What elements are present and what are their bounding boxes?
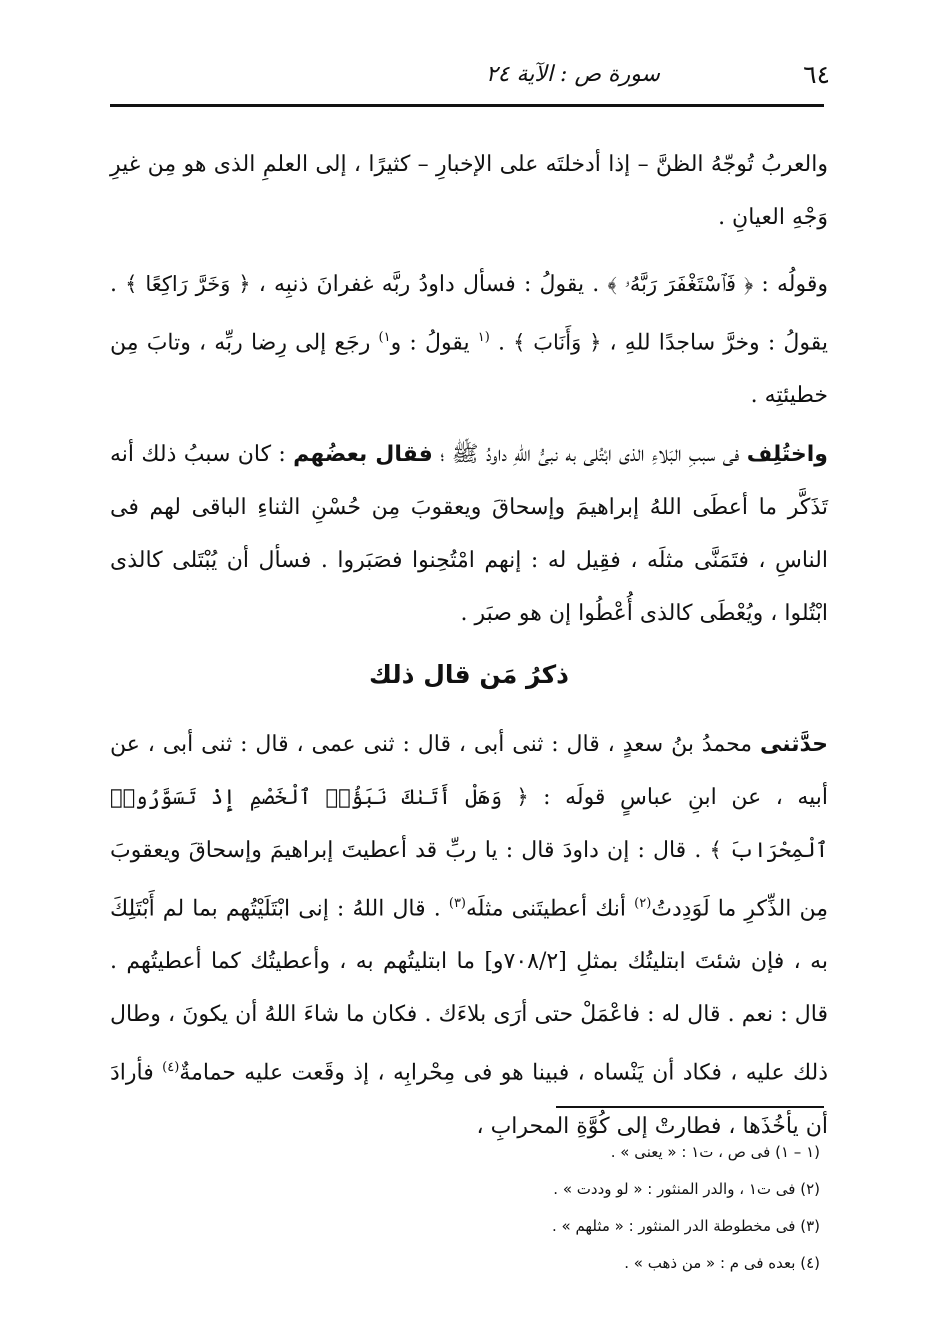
page-header xyxy=(110,52,830,96)
footnote-3: (٣) فى مخطوطة الدر المنثور : « مثلهم » . xyxy=(551,1217,820,1235)
p4-text-b: . قال : إن داودَ قال : يا ربِّ قد أعطيتَ إبراهيمَ وإسحاقَ ويعقوبَ مِن الذِّكرِ ما لَوَدِدتُ xyxy=(110,838,828,922)
p2-text-e: يقولُ : و xyxy=(390,330,478,356)
p3-text-a: فى سببِ البَلاءِ الذى ابْتُلى به نبىُّ اللهِ داودُ ﷺ ؛ xyxy=(432,442,747,467)
footnote-marker-2: (٢) xyxy=(634,896,652,911)
p2-text-c: . يقولُ : وخرَّ ساجدًا للهِ ، xyxy=(110,272,828,356)
footnote-marker-4: (٤) xyxy=(162,1060,180,1076)
page-number: ٦٤ xyxy=(803,59,830,89)
paragraph-3 xyxy=(110,428,828,640)
paragraph-4 xyxy=(110,718,828,1153)
p2-text-f: رجَع إلى رِضا ربِّه ، وتابَ مِن خطيئتِه . xyxy=(110,330,828,409)
p4-text-e: ما ابتليتُهم به ، وأعطيتُك كما أعطيتُهم . قال : نعم . قال له : فاعْمَلْ حتى أرَى بلاءَك . فكان ما شاءَ اللهُ أن يكونَ ، وطال ذلك عليه ، فكاد أن يَنْساه ، فبينا هو فى مِحْرابِه ، إذ وقَعت عليه حمامةٌ xyxy=(110,949,828,1086)
p4-lead-word: حدَّثنى xyxy=(759,732,829,757)
p3-text-b: : كان سببُ ذلك أنه تَذَكَّر ما أعطَى اللهُ إبراهيمَ وإسحاقَ ويعقوبَ مِن حُسْنِ الثناءِ الباقى لهم فى الناسِ ، فتَمَنَّى مثلَه ، فقِيل له : إنهم امْتُحِنوا فصَبَروا . فسأل أن يُبْتَلى كالذى ابْتُلوا ، ويُعْطَى كالذى أُعْطُوا إن هو صبَر . xyxy=(110,442,828,626)
p2-text-a: وقولُه : xyxy=(753,272,829,297)
footnote-4: (٤) بعده فى م : « من ذهب » . xyxy=(624,1254,820,1272)
manuscript-ref: [٧٠٨/٢و] xyxy=(484,949,567,975)
p3-lead-word: واختُلِف xyxy=(746,442,828,467)
footnote-2: (٢) فى ت١ ، والدر المنثور : « لو وددت » . xyxy=(553,1180,820,1198)
p2-text-d: . xyxy=(489,330,514,356)
p4-text-d: . قال اللهُ : إنى ابْتَلَيْتُهم بما لم أَبْتَلِكَ به ، فإن شئتَ ابتليتُك بمثلِ xyxy=(110,896,828,975)
p3-lead-phrase: فقال بعضُهم xyxy=(293,442,433,467)
footnote-marker-1-close: ١) xyxy=(378,330,391,345)
header-rule xyxy=(110,104,824,107)
section-heading: ذكرُ مَن قال ذلك xyxy=(369,660,569,689)
quran-quote-3: ﴿ وَأَنَابَ ﴾ xyxy=(513,330,602,355)
footnote-marker-3: (٣) xyxy=(448,896,466,911)
p4-text-c: أنك أعطيتَنى مثلَه xyxy=(466,896,635,922)
quran-quote-1: ﴿ فَٱسْتَغْفَرَ رَبَّهُۥ ﴾ xyxy=(607,272,754,296)
quran-quote-4: ﴿ وَهَلْ أَتَىٰكَ نَبَؤُا۟ ٱلْخَصْمِ إِذْ تَسَوَّرُوا۟ ٱلْمِحْرَابَ ﴾ xyxy=(110,785,829,862)
footnotes xyxy=(110,1134,820,1282)
p4-text-f: فأرادَ أن يأخُذَها ، فطارتْ إلى كُوَّةِ المحرابِ ، xyxy=(110,1060,828,1139)
running-title: سورة ص : الآية ٢٤ xyxy=(485,61,660,87)
p4-text-a: محمدُ بنُ سعدٍ ، قال : ثنى أبى ، قال : ثنى عمى ، قال : ثنى أبى ، عن أبيه ، عن ابنِ عباسٍ قولَه : xyxy=(110,732,828,810)
quran-quote-2: ﴿ وَخَرَّ رَاكِعًا ﴾ xyxy=(125,272,251,296)
p2-text-b: . يقولُ : فسأل داودُ ربَّه غفرانَ ذنبِه ، xyxy=(250,272,608,297)
footnote-rule xyxy=(556,1106,824,1108)
paragraph-2 xyxy=(110,258,828,422)
paragraph-1: والعربُ تُوجّهُ الظنَّ – إذا أدخلتَه على الإخبارِ – كثيرًا ، إلى العلمِ الذى هو مِن غيرِ وَجْهِ العيانِ . xyxy=(110,152,828,230)
footnote-1: (١ – ١) فى ص ، ت١ : « يعنى » . xyxy=(610,1143,820,1161)
footnote-marker-1-open: (١ xyxy=(477,330,490,345)
